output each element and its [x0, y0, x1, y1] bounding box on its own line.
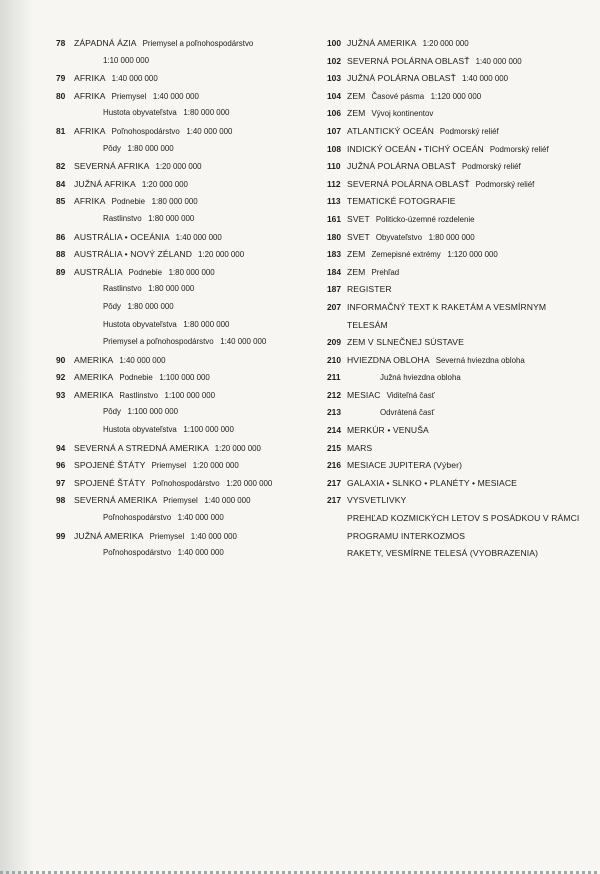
toc-entry — [327, 320, 597, 338]
toc-page-number: 84 — [56, 178, 66, 189]
toc-entry — [56, 284, 324, 302]
toc-entry-title: SVET — [347, 231, 370, 242]
toc-page-number: 78 — [56, 38, 66, 48]
toc-page-number: 80 — [56, 90, 66, 101]
toc-entry — [327, 179, 597, 197]
toc-entry — [327, 548, 597, 566]
toc-entry — [56, 214, 324, 232]
toc-entry-title: PROGRAMU INTERKOZMOS — [347, 530, 466, 541]
toc-entry — [56, 443, 324, 461]
toc-entry — [56, 548, 324, 566]
toc-entry-title: AMERIKA — [74, 354, 114, 365]
toc-entry — [56, 478, 324, 496]
toc-entry-detail: Priemysel 1:40 000 000 — [111, 91, 199, 101]
toc-entry-detail: Podnebie 1:100 000 000 — [119, 373, 210, 383]
toc-entry-detail: Odvrátená časť — [380, 408, 435, 418]
toc-entry — [56, 267, 324, 285]
toc-page-number: 88 — [56, 249, 66, 260]
toc-page-number: 212 — [327, 389, 341, 400]
toc-entry-title: GALAXIA • SLNKO • PLANÉTY • MESIACE — [347, 477, 517, 488]
toc-page-number: 86 — [56, 231, 66, 242]
toc-entry-title: AFRIKA — [74, 125, 106, 136]
toc-page-number: 93 — [56, 389, 66, 400]
toc-entry — [56, 337, 324, 355]
toc-entry-detail: 1:40 000 000 — [175, 232, 222, 242]
toc-entry — [56, 179, 324, 197]
toc-page-number: 216 — [327, 460, 341, 471]
toc-entry-title: JUŽNÁ POLÁRNA OBLASŤ — [347, 73, 456, 84]
toc-entry-detail: Viditeľná časť — [386, 390, 435, 400]
toc-entry — [327, 144, 597, 162]
toc-entry-detail: Južná hviezdna obloha — [380, 373, 461, 383]
toc-entry-title: MERKÚR • VENUŠA — [347, 425, 429, 436]
toc-page-number: 183 — [327, 249, 341, 260]
toc-entry — [56, 495, 324, 513]
toc-entry-detail: Priemysel 1:40 000 000 — [163, 496, 251, 506]
toc-entry-title: TELESÁM — [347, 319, 388, 330]
toc-entry — [56, 320, 324, 338]
toc-entry-detail: Pôdy 1:100 000 000 — [103, 407, 179, 417]
toc-page-number: 92 — [56, 372, 66, 383]
toc-entry — [327, 355, 597, 373]
toc-entry-title: SEVERNÁ AMERIKA — [74, 495, 158, 506]
toc-entry-title: INFORMAČNÝ TEXT K RAKETÁM A VESMÍRNYM — [347, 301, 547, 312]
toc-entry-title: AUSTRÁLIA — [74, 266, 123, 277]
toc-entry-title: AMERIKA — [74, 389, 114, 400]
toc-entry-title: ZEM — [347, 249, 366, 260]
toc-entry — [56, 407, 324, 425]
toc-page-number: 209 — [327, 337, 341, 348]
toc-entry-detail: Priemysel 1:20 000 000 — [151, 461, 239, 471]
toc-entry-detail: Hustota obyvateľstva 1:80 000 000 — [103, 319, 230, 329]
toc-entry-detail: Politicko-územné rozdelenie — [375, 214, 475, 224]
toc-entry — [56, 108, 324, 126]
toc-page-number: 100 — [327, 38, 341, 48]
toc-entry-title: MESIAC — [347, 389, 381, 400]
toc-entry — [56, 302, 324, 320]
toc-entry-title: ZÁPADNÁ ÁZIA — [74, 38, 137, 48]
toc-entry-detail: 1:20 000 000 — [214, 443, 261, 453]
toc-entry — [56, 232, 324, 250]
toc-page-number: 102 — [327, 55, 341, 66]
toc-entry — [327, 302, 597, 320]
toc-entry-detail: Zemepisné extrémy 1:120 000 000 — [371, 250, 498, 260]
toc-entry — [56, 196, 324, 214]
toc-entry — [327, 267, 597, 285]
toc-entry-title: TEMATICKÉ FOTOGRAFIE — [347, 196, 456, 207]
toc-entry-title: VYSVETLIVKY — [347, 495, 407, 506]
toc-entry — [327, 214, 597, 232]
toc-entry-title: ZEM — [347, 108, 366, 119]
toc-entry-detail: Podnebie 1:80 000 000 — [111, 197, 198, 207]
toc-entry-detail: Podmorský reliéf — [461, 162, 521, 172]
toc-entry-detail: Pôdy 1:80 000 000 — [103, 301, 174, 311]
toc-entry-title: SPOJENÉ ŠTÁTY — [74, 477, 146, 488]
toc-entry-title: ATLANTICKÝ OCEÁN — [347, 125, 434, 136]
toc-entry-title: SPOJENÉ ŠTÁTY — [74, 460, 146, 471]
toc-entry — [327, 56, 597, 74]
toc-entry-detail: Podmorský reliéf — [489, 144, 549, 154]
toc-entry-detail: Prehľad — [371, 267, 400, 277]
toc-entry-detail: 1:20 000 000 — [422, 39, 469, 48]
toc-entry — [56, 355, 324, 373]
toc-entry-detail: Hustota obyvateľstva 1:100 000 000 — [103, 425, 234, 435]
toc-entry-title: AUSTRÁLIA • OCEÁNIA — [74, 231, 170, 242]
toc-entry — [56, 144, 324, 162]
toc-entry-title: AFRIKA — [74, 196, 106, 207]
toc-entry-detail: Podnebie 1:80 000 000 — [128, 267, 215, 277]
toc-entry-detail: 1:40 000 000 — [461, 74, 509, 84]
toc-entry — [327, 337, 597, 355]
toc-page-number: 207 — [327, 301, 341, 312]
toc-entry-detail: Poľnohospodárstvo 1:40 000 000 — [111, 126, 233, 136]
toc-entry-title: AMERIKA — [74, 372, 114, 383]
toc-page-number: 214 — [327, 425, 341, 436]
toc-entry-detail: Vývoj kontinentov — [371, 109, 434, 119]
toc-entry-title: PREHĽAD KOZMICKÝCH LETOV S POSÁDKOU V RÁMCI — [347, 513, 580, 524]
toc-page-number: 106 — [327, 108, 341, 119]
toc-entry-detail: 1:40 000 000 — [119, 355, 166, 365]
toc-page-number: 215 — [327, 442, 341, 453]
toc-page-number: 82 — [56, 161, 66, 172]
toc-entry-title: SEVERNÁ POLÁRNA OBLASŤ — [347, 178, 470, 189]
toc-entry-detail: Rastlinstvo 1:80 000 000 — [103, 284, 195, 294]
toc-entry — [56, 56, 324, 74]
toc-page-number: 180 — [327, 231, 341, 242]
toc-entry-title: SVET — [347, 213, 370, 224]
toc-entry-title: MESIACE JUPITERA (Výber) — [347, 460, 463, 471]
toc-entry-detail: Rastlinstvo 1:80 000 000 — [103, 213, 195, 223]
toc-page-number: 184 — [327, 266, 341, 277]
toc-entry-detail: 1:20 000 000 — [141, 179, 188, 189]
toc-entry-title: JUŽNÁ POLÁRNA OBLASŤ — [347, 161, 456, 172]
toc-entry — [327, 161, 597, 179]
toc-entry-title: SEVERNÁ AFRIKA — [74, 161, 150, 172]
toc-page-number: 108 — [327, 143, 341, 154]
toc-entry — [56, 126, 324, 144]
toc-entry — [327, 108, 597, 126]
toc-entry-detail: Priemysel a poľnohospodárstvo 1:40 000 000 — [103, 337, 267, 347]
toc-entry — [327, 91, 597, 109]
toc-entry-detail: Poľnohospodárstvo 1:40 000 000 — [103, 513, 224, 523]
toc-entry — [56, 513, 324, 531]
toc-entry-detail: 1:20 000 000 — [198, 250, 245, 260]
toc-entry — [56, 73, 324, 91]
toc-entry-title: REGISTER — [347, 284, 392, 295]
toc-page-number: 112 — [327, 178, 341, 189]
toc-entry-detail: 1:20 000 000 — [155, 162, 202, 172]
toc-entry — [327, 284, 597, 302]
toc-entry-detail: Hustota obyvateľstva 1:80 000 000 — [103, 108, 230, 118]
toc-entry-title: AUSTRÁLIA • NOVÝ ZÉLAND — [74, 249, 193, 260]
toc-entry-detail: Pôdy 1:80 000 000 — [103, 143, 174, 153]
toc-page-number: 97 — [56, 477, 66, 488]
toc-column-left — [56, 38, 324, 566]
toc-column-right — [327, 38, 597, 566]
toc-entry-title: JUŽNÁ AMERIKA — [347, 38, 417, 48]
toc-page-number: 213 — [327, 407, 341, 418]
toc-page-number: 89 — [56, 266, 66, 277]
toc-entry-detail: 1:40 000 000 — [475, 56, 522, 66]
toc-entry — [327, 126, 597, 144]
toc-entry-detail: Priemysel a poľnohospodárstvo — [142, 39, 254, 48]
toc-entry-title: AFRIKA — [74, 90, 106, 101]
toc-entry-title: HVIEZDNA OBLOHA — [347, 354, 430, 365]
toc-page-number: 98 — [56, 495, 66, 506]
toc-page-number: 210 — [327, 354, 341, 365]
toc-entry — [56, 460, 324, 478]
toc-entry-title: ZEM V SLNEČNEJ SÚSTAVE — [347, 337, 464, 348]
toc-entry-detail: Podmorský reliéf — [475, 179, 535, 189]
toc-entry — [56, 372, 324, 390]
toc-entry-title: SEVERNÁ A STREDNÁ AMERIKA — [74, 442, 209, 453]
toc-entry-detail: Poľnohospodárstvo 1:40 000 000 — [103, 548, 224, 558]
toc-entry-title: MARS — [347, 442, 373, 453]
toc-entry — [56, 425, 324, 443]
toc-page-number: 217 — [327, 495, 341, 506]
toc-entry-title: ZEM — [347, 90, 366, 101]
toc-entry-detail: Poľnohospodárstvo 1:20 000 000 — [151, 478, 273, 488]
toc-entry-title: JUŽNÁ AFRIKA — [74, 178, 136, 189]
toc-page-number: 211 — [327, 372, 341, 383]
toc-page-number: 103 — [327, 73, 341, 84]
toc-entry — [327, 38, 597, 56]
toc-page-number: 79 — [56, 73, 66, 84]
toc-page-number: 94 — [56, 442, 66, 453]
toc-page-number: 217 — [327, 477, 341, 488]
toc-page-number: 104 — [327, 90, 341, 101]
toc-entry-title: ZEM — [347, 266, 366, 277]
toc-entry — [327, 513, 597, 531]
toc-entry — [56, 91, 324, 109]
toc-entry-detail: Podmorský reliéf — [439, 126, 499, 136]
toc-page-number: 85 — [56, 196, 66, 207]
page-binding-shadow — [0, 0, 34, 874]
toc-entry-detail: Rastlinstvo 1:100 000 000 — [119, 390, 216, 400]
toc-entry-detail: Časové pásma 1:120 000 000 — [371, 91, 482, 101]
toc-entry — [327, 390, 597, 408]
toc-entry-title: RAKETY, VESMÍRNE TELESÁ (VYOBRAZENIA) — [347, 548, 539, 559]
toc-page-number: 96 — [56, 460, 66, 471]
toc-entry-title: JUŽNÁ AMERIKA — [74, 530, 144, 541]
toc-page-number: 107 — [327, 125, 341, 136]
toc-entry — [56, 161, 324, 179]
toc-entry — [327, 407, 597, 425]
toc-entry-title: INDICKÝ OCEÁN • TICHÝ OCEÁN — [347, 143, 484, 154]
toc-entry — [327, 531, 597, 549]
toc-page-number: 187 — [327, 284, 341, 295]
toc-entry — [327, 443, 597, 461]
toc-entry — [327, 478, 597, 496]
toc-entry — [327, 372, 597, 390]
toc-entry — [327, 196, 597, 214]
toc-entry-detail: Priemysel 1:40 000 000 — [149, 531, 237, 541]
toc-entry — [327, 460, 597, 478]
toc-entry — [56, 249, 324, 267]
toc-page-number: 90 — [56, 354, 66, 365]
toc-page-number: 99 — [56, 530, 66, 541]
toc-entry — [56, 390, 324, 408]
toc-entry — [56, 531, 324, 549]
toc-page-number: 161 — [327, 213, 341, 224]
toc-entry-detail: Obyvateľstvo 1:80 000 000 — [375, 232, 475, 242]
toc-page-number: 110 — [327, 161, 341, 172]
toc-entry-detail: Severná hviezdna obloha — [435, 355, 525, 365]
toc-entry — [327, 232, 597, 250]
toc-entry — [327, 73, 597, 91]
toc-entry-title: SEVERNÁ POLÁRNA OBLASŤ — [347, 55, 470, 66]
toc-entry-detail: 1:40 000 000 — [111, 74, 158, 84]
toc-page-number: 113 — [327, 196, 341, 207]
toc-page-number: 81 — [56, 125, 66, 136]
toc-entry-detail: 1:10 000 000 — [103, 55, 150, 65]
toc-entry — [327, 495, 597, 513]
toc-entry — [327, 425, 597, 443]
toc-entry — [327, 249, 597, 267]
toc-entry-title: AFRIKA — [74, 73, 106, 84]
toc-entry — [56, 38, 324, 56]
